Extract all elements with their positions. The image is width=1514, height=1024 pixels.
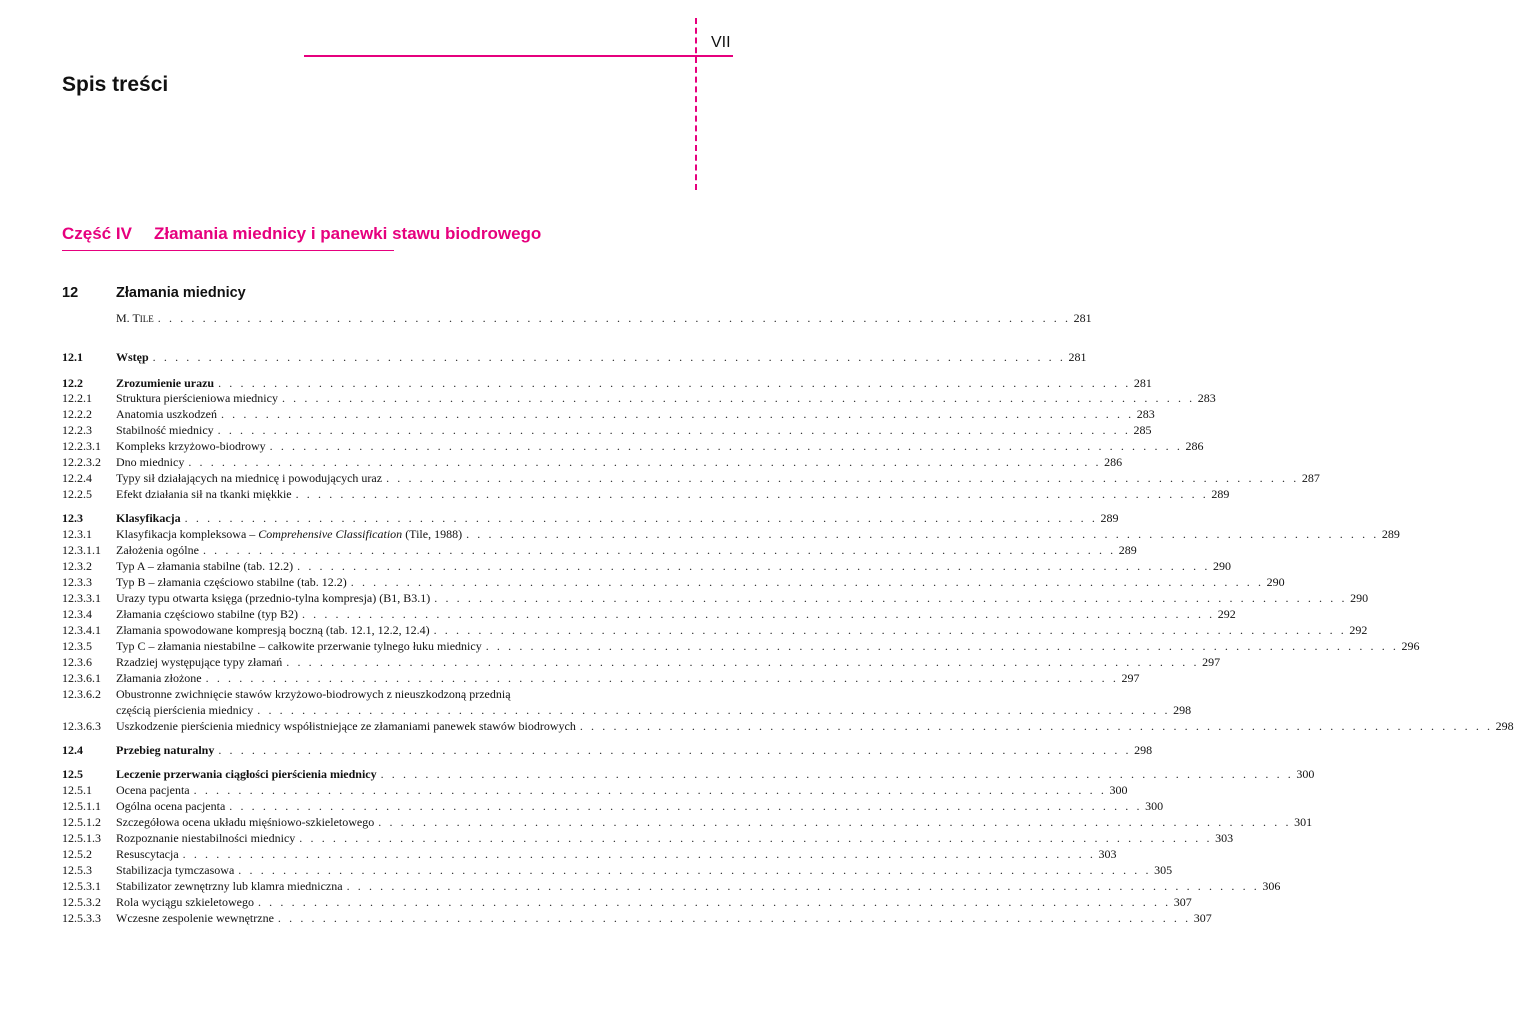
toc-entry[interactable]: [62, 439, 1204, 455]
leader-dots: . . . . . . . . . . . . . . . . . . . . . . . . . . . . . . . . . . . . . . . . . . . . . . . . . . . . . . . . . . . . . . . . . . . . . . . . . . . . . . . . . .: [218, 743, 1132, 757]
entry-number: 12.1: [62, 350, 83, 364]
entry-title: Klasyfikacja: [116, 511, 185, 526]
toc-entry[interactable]: [62, 743, 1153, 759]
leader-dots: . . . . . . . . . . . . . . . . . . . . . . . . . . . . . . . . . . . . . . . . . . . . . . . . . . . . . . . . . . . . . . . . . . . . . . . . . . . . . . . . . .: [380, 767, 1294, 781]
entry-number: 12.3.1.1: [62, 543, 101, 557]
toc-entry[interactable]: [62, 407, 1155, 423]
leader-dots: . . . . . . . . . . . . . . . . . . . . . . . . . . . . . . . . . . . . . . . . . . . . . . . . . . . . . . . . . . . . . . . . . . . . . . . . . . . . . . . . . .: [433, 623, 1347, 637]
toc-entry[interactable]: [62, 559, 1231, 575]
toc-entry[interactable]: [62, 655, 1221, 671]
toc-entry[interactable]: [62, 471, 1320, 487]
entry-title: Zrozumienie urazu: [116, 376, 218, 391]
leader-dots: . . . . . . . . . . . . . . . . . . . . . . . . . . . . . . . . . . . . . . . . . . . . . . . . . . . . . . . . . . . . . . . . . . . . . . . . . . . . . . . . . .: [157, 311, 1071, 325]
entry-title: Wczesne zespolenie wewnętrzne: [116, 911, 278, 926]
entry-page: 300: [1145, 799, 1164, 813]
toc-entry[interactable]: [62, 423, 1152, 439]
leader-dots: . . . . . . . . . . . . . . . . . . . . . . . . . . . . . . . . . . . . . . . . . . . . . . . . . . . . . . . . . . . . . . . . . . . . . . . . . . . . . . . . . .: [257, 703, 1171, 717]
entry-number: 12.2.3: [62, 423, 92, 437]
entry-page: 289: [1100, 511, 1119, 525]
leader-dots: . . . . . . . . . . . . . . . . . . . . . . . . . . . . . . . . . . . . . . . . . . . . . . . . . . . . . . . . . . . . . . . . . . . . . . . . . . . . . . . . . .: [188, 455, 1102, 469]
leader-dots: . . . . . . . . . . . . . . . . . . . . . . . . . . . . . . . . . . . . . . . . . . . . . . . . . . . . . . . . . . . . . . . . . . . . . . . . . . . . . . . . . .: [193, 783, 1107, 797]
leader-dots: . . . . . . . . . . . . . . . . . . . . . . . . . . . . . . . . . . . . . . . . . . . . . . . . . . . . . . . . . . . . . . . . . . . . . . . . . . . . . . . . . .: [269, 439, 1183, 453]
entry-page: 301: [1294, 815, 1313, 829]
entry-page: 292: [1349, 623, 1368, 637]
leader-dots: . . . . . . . . . . . . . . . . . . . . . . . . . . . . . . . . . . . . . . . . . . . . . . . . . . . . . . . . . . . . . . . . . . . . . . . . . . . . . . . . . .: [350, 575, 1264, 589]
entry-title: Rozpoznanie niestabilności miednicy: [116, 831, 299, 846]
entry-number: 12.5.1.2: [62, 815, 101, 829]
leader-dots: . . . . . . . . . . . . . . . . . . . . . . . . . . . . . . . . . . . . . . . . . . . . . . . . . . . . . . . . . . . . . . . . . . . . . . . . . . . . . . . . . .: [205, 671, 1119, 685]
entry-number: 12.3.6.3: [62, 719, 101, 733]
toc-entry[interactable]: [62, 376, 1152, 392]
entry-title: Anatomia uszkodzeń: [116, 407, 221, 422]
leader-dots: . . . . . . . . . . . . . . . . . . . . . . . . . . . . . . . . . . . . . . . . . . . . . . . . . . . . . . . . . . . . . . . . . . . . . . . . . . . . . . . . . .: [281, 391, 1195, 405]
entry-title: Stabilność miednicy: [116, 423, 218, 438]
entry-number: 12.3.3.1: [62, 591, 101, 605]
entry-number: 12.2.3.1: [62, 439, 101, 453]
toc-entry[interactable]: [62, 687, 682, 703]
toc-entry[interactable]: [62, 847, 1117, 863]
toc-entry[interactable]: [62, 767, 1315, 783]
leader-dots: . . . . . . . . . . . . . . . . . . . . . . . . . . . . . . . . . . . . . . . . . . . . . . . . . . . . . . . . . . . . . . . . . . . . . . . . . . . . . . . . . .: [152, 350, 1066, 364]
leader-dots: . . . . . . . . . . . . . . . . . . . . . . . . . . . . . . . . . . . . . . . . . . . . . . . . . . . . . . . . . . . . . . . . . . . . . . . . . . . . . . . . . .: [579, 719, 1493, 733]
leader-dots: . . . . . . . . . . . . . . . . . . . . . . . . . . . . . . . . . . . . . . . . . . . . . . . . . . . . . . . . . . . . . . . . . . . . . . . . . . . . . . . . . .: [434, 591, 1348, 605]
leader-dots: . . . . . . . . . . . . . . . . . . . . . . . . . . . . . . . . . . . . . . . . . . . . . . . . . . . . . . . . . . . . . . . . . . . . . . . . . . . . . . . . . .: [386, 471, 1299, 485]
leader-dots: . . . . . . . . . . . . . . . . . . . . . . . . . . . . . . . . . . . . . . . . . . . . . . . . . . . . . . . . . . . . . . . . . . . . . . . . . . . . . . . . . .: [229, 799, 1143, 813]
chapter-title: Złamania miednicy: [116, 285, 246, 301]
entry-number: 12.3.5: [62, 639, 92, 653]
entry-title: Stabilizacja tymczasowa: [116, 863, 238, 878]
entry-title: Kompleks krzyżowo-biodrowy: [116, 439, 270, 454]
entry-page: 289: [1118, 543, 1137, 557]
entry-title: Typ B – złamania częściowo stabilne (tab. 12.2): [116, 575, 351, 590]
leader-dots: . . . . . . . . . . . . . . . . . . . . . . . . . . . . . . . . . . . . . . . . . . . . . . . . . . . . . . . . . . . . . . . . . . . . . . . . . . . . . . . . . .: [299, 831, 1213, 845]
toc-entry[interactable]: [62, 895, 1192, 911]
author-name: M. TILE: [116, 311, 158, 326]
entry-page: 300: [1109, 783, 1128, 797]
entry-page: 281: [1133, 376, 1152, 390]
toc-entry[interactable]: [62, 799, 1164, 815]
entry-title: Rzadziej występujące typy złamań: [116, 655, 286, 670]
entry-number: 12.3.3: [62, 575, 92, 589]
toc-entry[interactable]: [62, 911, 1212, 927]
entry-page: 303: [1098, 847, 1117, 861]
entry-number: 12.5.1.1: [62, 799, 101, 813]
entry-page: 298: [1134, 743, 1153, 757]
entry-title: Złamania częściowo stabilne (typ B2): [116, 607, 302, 622]
entry-page: 290: [1350, 591, 1369, 605]
entry-page: 306: [1262, 879, 1281, 893]
toc-entry[interactable]: [62, 591, 1369, 607]
leader-dots: . . . . . . . . . . . . . . . . . . . . . . . . . . . . . . . . . . . . . . . . . . . . . . . . . . . . . . . . . . . . . . . . . . . . . . . . . . . . . . . . . .: [295, 487, 1209, 501]
toc-entry-continuation[interactable]: [62, 703, 1192, 719]
toc-entry[interactable]: [62, 350, 1087, 366]
entry-page: 283: [1197, 391, 1216, 405]
entry-title: Dno miednicy: [116, 455, 188, 470]
leader-dots: . . . . . . . . . . . . . . . . . . . . . . . . . . . . . . . . . . . . . . . . . . . . . . . . . . . . . . . . . . . . . . . . . . . . . . . . . . . . . . . . . .: [286, 655, 1200, 669]
entry-title-part: (Tile, 1988): [402, 527, 463, 541]
entry-page: 289: [1381, 527, 1400, 541]
leader-dots: . . . . . . . . . . . . . . . . . . . . . . . . . . . . . . . . . . . . . . . . . . . . . . . . . . . . . . . . . . . . . . . . . . . . . . . . . . . . . . . . . .: [297, 559, 1210, 573]
entry-number: 12.4: [62, 743, 83, 757]
page-title: Spis treści: [62, 73, 169, 96]
entry-page: 307: [1193, 911, 1212, 925]
entry-number: 12.3.4.1: [62, 623, 101, 637]
entry-page: 287: [1301, 471, 1320, 485]
leader-dots: . . . . . . . . . . . . . . . . . . . . . . . . . . . . . . . . . . . . . . . . . . . . . . . . . . . . . . . . . . . . . . . . . . . . . . . . . . . . . . . . . .: [238, 863, 1152, 877]
entry-title: Stabilizator zewnętrzny lub klamra miedniczna: [116, 879, 347, 894]
entry-title: Złamania spowodowane kompresją boczną (tab. 12.1, 12.2, 12.4): [116, 623, 434, 638]
entry-number: 12.3.6: [62, 655, 92, 669]
toc-entry[interactable]: [62, 543, 1137, 559]
leader-dots: . . . . . . . . . . . . . . . . . . . . . . . . . . . . . . . . . . . . . . . . . . . . . . . . . . . . . . . . . . . . . . . . . . . . . . . . . . . . . . . . . .: [466, 527, 1379, 541]
entry-title: Efekt działania sił na tkanki miękkie: [116, 487, 296, 502]
entry-page: 305: [1154, 863, 1173, 877]
entry-title: Resuscytacja: [116, 847, 183, 862]
entry-title: Uszkodzenie pierścienia miednicy współistniejące ze złamaniami panewek stawów biodrowych: [116, 719, 580, 734]
leader-dots: . . . . . . . . . . . . . . . . . . . . . . . . . . . . . . . . . . . . . . . . . . . . . . . . . . . . . . . . . . . . . . . . . . . . . . . . . . . . . . . . . .: [257, 895, 1171, 909]
leader-dots: . . . . . . . . . . . . . . . . . . . . . . . . . . . . . . . . . . . . . . . . . . . . . . . . . . . . . . . . . . . . . . . . . . . . . . . . . . . . . . . . . .: [220, 407, 1134, 421]
entry-number: 12.2.1: [62, 391, 92, 405]
toc-entry[interactable]: [62, 863, 1173, 879]
part-title: Złamania miednicy i panewki stawu biodrowego: [154, 224, 542, 243]
toc-entry[interactable]: [62, 607, 1236, 623]
entry-title: Przebieg naturalny: [116, 743, 218, 758]
leader-dots: . . . . . . . . . . . . . . . . . . . . . . . . . . . . . . . . . . . . . . . . . . . . . . . . . . . . . . . . . . . . . . . . . . . . . . . . . . . . . . . . . .: [218, 376, 1131, 390]
leader-dots: . . . . . . . . . . . . . . . . . . . . . . . . . . . . . . . . . . . . . . . . . . . . . . . . . . . . . . . . . . . . . . . . . . . . . . . . . . . . . . . . . .: [277, 911, 1191, 925]
entry-title-continued: częścią pierścienia miednicy: [116, 703, 257, 718]
toc-entry[interactable]: [62, 391, 1216, 407]
entry-title: Typ C – złamania niestabilne – całkowite przerwanie tylnego łuku miednicy: [116, 639, 486, 654]
toc-entry[interactable]: [62, 511, 1119, 527]
toc-entry[interactable]: [62, 527, 1400, 543]
author-page: 281: [1073, 311, 1092, 325]
entry-page: 303: [1215, 831, 1234, 845]
entry-title: Założenia ogólne: [116, 543, 203, 558]
entry-title: Struktura pierścieniowa miednicy: [116, 391, 282, 406]
entry-title: Ocena pacjenta: [116, 783, 194, 798]
entry-number: 12.5.1.3: [62, 831, 101, 845]
entry-page: 297: [1121, 671, 1140, 685]
entry-number: 12.5: [62, 767, 83, 781]
entry-page: 290: [1212, 559, 1231, 573]
entry-number: 12.5.3: [62, 863, 92, 877]
entry-number: 12.5.2: [62, 847, 92, 861]
entry-page: 296: [1401, 639, 1420, 653]
entry-page: 298: [1173, 703, 1192, 717]
toc-entry[interactable]: [62, 831, 1234, 847]
entry-page: 292: [1217, 607, 1236, 621]
entry-page: 289: [1211, 487, 1230, 501]
entry-number: 12.2: [62, 376, 83, 390]
entry-number: 12.5.3.2: [62, 895, 101, 909]
toc-entry[interactable]: [62, 623, 1368, 639]
entry-title: Urazy typu otwarta księga (przednio-tylna kompresja) (B1, B3.1): [116, 591, 434, 606]
entry-number: 12.3.6.1: [62, 671, 101, 685]
entry-number: 12.5.1: [62, 783, 92, 797]
toc-entry[interactable]: [62, 879, 1281, 895]
entry-title: [116, 527, 466, 542]
toc-entry[interactable]: [62, 671, 1140, 687]
leader-dots: . . . . . . . . . . . . . . . . . . . . . . . . . . . . . . . . . . . . . . . . . . . . . . . . . . . . . . . . . . . . . . . . . . . . . . . . . . . . . . . . . .: [217, 423, 1131, 437]
entry-page: 281: [1068, 350, 1087, 364]
entry-page: 300: [1296, 767, 1315, 781]
entry-page: 298: [1495, 719, 1514, 733]
entry-number: 12.3.2: [62, 559, 92, 573]
entry-page: 285: [1133, 423, 1152, 437]
entry-title-italic: Comprehensive Classification: [258, 527, 403, 541]
entry-number: 12.5.3.3: [62, 911, 101, 925]
entry-title: Typy sił działających na miednicę i powodujących uraz: [116, 471, 386, 486]
leader-dots: . . . . . . . . . . . . . . . . . . . . . . . . . . . . . . . . . . . . . . . . . . . . . . . . . . . . . . . . . . . . . . . . . . . . . . . . . . . . . . . . . .: [485, 639, 1399, 653]
toc-entry[interactable]: [62, 719, 1514, 735]
entry-number: 12.3: [62, 511, 83, 525]
entry-title: Wstęp: [116, 350, 153, 365]
entry-title: Rola wyciągu szkieletowego: [116, 895, 258, 910]
entry-title: Ogólna ocena pacjenta: [116, 799, 229, 814]
entry-title: Obustronne zwichnięcie stawów krzyżowo-biodrowych z nieuszkodzoną przednią: [116, 687, 515, 702]
entry-title: Typ A – złamania stabilne (tab. 12.2): [116, 559, 297, 574]
entry-number: 12.3.4: [62, 607, 92, 621]
entry-page: 307: [1173, 895, 1192, 909]
entry-title: Leczenie przerwania ciągłości pierścienia miednicy: [116, 767, 381, 782]
entry-title: Złamania złożone: [116, 671, 206, 686]
leader-dots: . . . . . . . . . . . . . . . . . . . . . . . . . . . . . . . . . . . . . . . . . . . . . . . . . . . . . . . . . . . . . . . . . . . . . . . . . . . . . . . . . .: [184, 511, 1098, 525]
page-number: VII: [711, 34, 731, 51]
leader-dots: . . . . . . . . . . . . . . . . . . . . . . . . . . . . . . . . . . . . . . . . . . . . . . . . . . . . . . . . . . . . . . . . . . . . . . . . . . . . . . . . . .: [301, 607, 1215, 621]
toc-entry[interactable]: [62, 639, 1420, 655]
leader-dots: . . . . . . . . . . . . . . . . . . . . . . . . . . . . . . . . . . . . . . . . . . . . . . . . . . . . . . . . . . . . . . . . . . . . . . . . . . . . . . . . . .: [202, 543, 1116, 557]
toc-entry[interactable]: [62, 455, 1123, 471]
entry-title-part: Klasyfikacja kompleksowa –: [116, 527, 259, 541]
leader-dots: . . . . . . . . . . . . . . . . . . . . . . . . . . . . . . . . . . . . . . . . . . . . . . . . . . . . . . . . . . . . . . . . . . . . . . . . . . . . . . . . . .: [378, 815, 1292, 829]
chapter-number: 12: [62, 285, 79, 301]
entry-number: 12.5.3.1: [62, 879, 101, 893]
entry-page: 283: [1136, 407, 1155, 421]
entry-page: 286: [1104, 455, 1123, 469]
part-label: Część IV: [62, 224, 132, 243]
leader-dots: . . . . . . . . . . . . . . . . . . . . . . . . . . . . . . . . . . . . . . . . . . . . . . . . . . . . . . . . . . . . . . . . . . . . . . . . . . . . . . . . . .: [346, 879, 1260, 893]
entry-number: 12.2.5: [62, 487, 92, 501]
toc-entry[interactable]: [62, 575, 1285, 591]
entry-number: 12.2.3.2: [62, 455, 101, 469]
entry-number: 12.2.4: [62, 471, 92, 485]
entry-number: 12.3.6.2: [62, 687, 101, 701]
entry-title: Szczegółowa ocena układu mięśniowo-szkieletowego: [116, 815, 378, 830]
entry-number: 12.2.2: [62, 407, 92, 421]
entry-page: 286: [1185, 439, 1204, 453]
entry-page: 290: [1266, 575, 1285, 589]
entry-page: 297: [1202, 655, 1221, 669]
entry-number: 12.3.1: [62, 527, 92, 541]
toc-entry[interactable]: [62, 487, 1230, 503]
toc-entry[interactable]: [62, 783, 1128, 799]
leader-dots: . . . . . . . . . . . . . . . . . . . . . . . . . . . . . . . . . . . . . . . . . . . . . . . . . . . . . . . . . . . . . . . . . . . . . . . . . . . . . . . . . .: [182, 847, 1096, 861]
toc-entry[interactable]: [62, 815, 1313, 831]
